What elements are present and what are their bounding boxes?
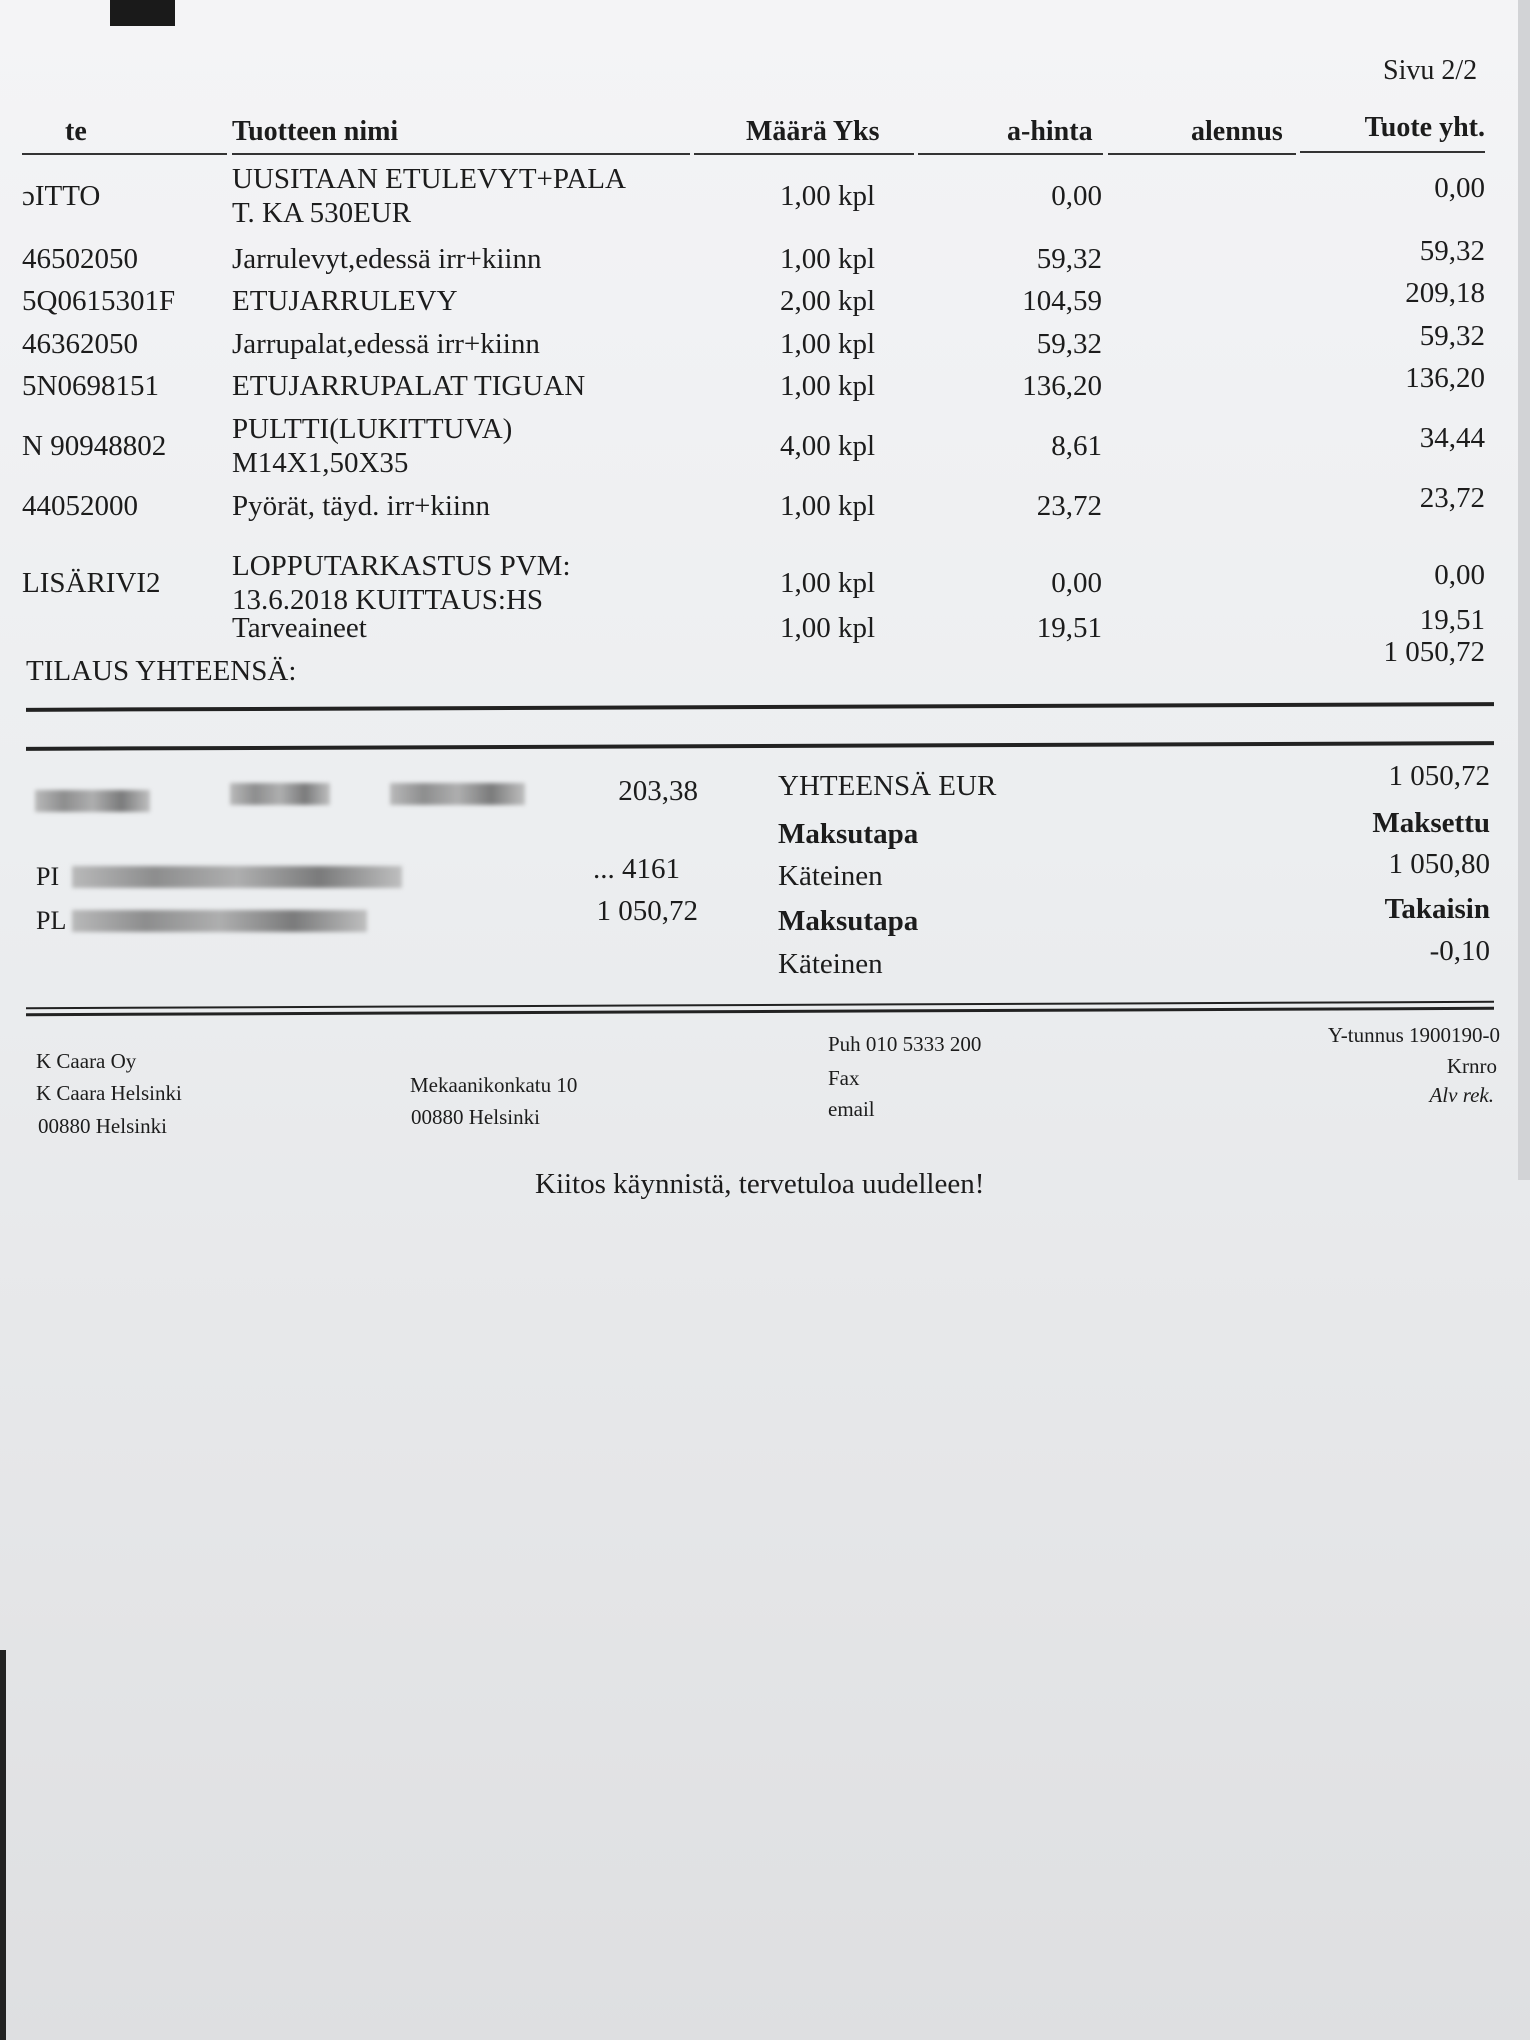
item-unit-price: 23,72	[1036, 490, 1102, 522]
item-unit-price: 19,51	[1036, 612, 1102, 644]
item-name-line: Tarveaineet	[232, 612, 367, 644]
phone: Puh 010 5333 200	[828, 1032, 982, 1056]
header-qty-unit: Määrä Yks	[746, 116, 880, 147]
header-product-name: Tuotteen nimi	[232, 116, 399, 147]
item-name-line: 13.6.2018 KUITTAUS:HS	[232, 584, 544, 616]
company-postal: 00880 Helsinki	[38, 1114, 167, 1138]
street-postal: 00880 Helsinki	[411, 1105, 540, 1129]
item-code: 5Q0615301F	[22, 285, 176, 317]
item-quantity: 1,00 kpl	[780, 243, 876, 275]
item-name-line: Jarrupalat,edessä irr+kiinn	[232, 328, 540, 360]
item-line-total: 0,00	[1434, 559, 1485, 591]
item-name-line: ETUJARRUPALAT TIGUAN	[232, 370, 586, 402]
fax: Fax	[828, 1066, 860, 1090]
item-name-line: Jarrulevyt,edessä irr+kiinn	[232, 243, 542, 275]
item-name-line: PULTTI(LUKITTUVA)	[232, 413, 513, 445]
change-label: Takaisin	[1384, 893, 1490, 925]
change-value: -0,10	[1429, 935, 1490, 967]
item-line-total: 209,18	[1405, 277, 1485, 309]
item-line-total: 59,32	[1419, 235, 1485, 267]
header-underline	[918, 153, 1103, 155]
redacted-text	[72, 910, 367, 932]
item-unit-price: 59,32	[1036, 243, 1102, 275]
item-quantity: 2,00 kpl	[780, 285, 876, 317]
item-quantity: 1,00 kpl	[780, 612, 876, 644]
item-code: 5N0698151	[22, 370, 159, 402]
item-unit-price: 104,59	[1022, 285, 1102, 317]
order-total-value: 1 050,72	[1383, 636, 1485, 668]
item-unit-price: 8,61	[1051, 430, 1102, 462]
total-label: YHTEENSÄ EUR	[778, 770, 997, 802]
order-total-label: TILAUS YHTEENSÄ:	[26, 655, 297, 687]
header-code: te	[65, 116, 87, 147]
background-edge	[0, 1650, 6, 2040]
header-discount: alennus	[1191, 116, 1283, 147]
thank-you-message: Kiitos käynnistä, tervetuloa uudelleen!	[535, 1168, 985, 1200]
item-code: ɔITTO	[22, 180, 101, 212]
redacted-text	[72, 866, 402, 888]
header-underline	[694, 153, 914, 155]
header-unit-price: a-hinta	[1007, 116, 1093, 147]
paid-value: 1 050,80	[1388, 848, 1490, 880]
cash-label: Käteinen	[778, 860, 883, 892]
dark-corner	[110, 0, 175, 26]
summary-prefix: PL	[36, 906, 67, 935]
item-unit-price: 59,32	[1036, 328, 1102, 360]
header-underline	[22, 153, 227, 155]
company-branch: K Caara Helsinki	[36, 1081, 182, 1105]
item-code: 46502050	[22, 243, 138, 275]
item-quantity: 1,00 kpl	[780, 370, 876, 402]
trade-register: Krnro	[1446, 1054, 1497, 1078]
item-name-line: M14X1,50X35	[232, 447, 409, 479]
item-line-total: 23,72	[1419, 482, 1485, 514]
header-underline	[1300, 151, 1485, 153]
paper-edge	[1518, 0, 1530, 1180]
total-value: 1 050,72	[1388, 760, 1490, 792]
header-underline	[232, 153, 690, 155]
item-line-total: 136,20	[1405, 362, 1485, 394]
separator-line	[26, 702, 1494, 712]
item-line-total: 0,00	[1434, 172, 1485, 204]
item-unit-price: 0,00	[1051, 180, 1102, 212]
summary-amount: 1 050,72	[596, 895, 698, 927]
item-code: N 90948802	[22, 430, 167, 462]
company-name: K Caara Oy	[36, 1049, 137, 1073]
item-name-line: T. KA 530EUR	[232, 197, 412, 229]
email: email	[828, 1097, 875, 1121]
item-code: 44052000	[22, 490, 138, 522]
header-underline	[1108, 153, 1296, 155]
paid-label: Maksettu	[1372, 807, 1490, 839]
redacted-text	[230, 783, 330, 805]
cash-label: Käteinen	[778, 948, 883, 980]
item-line-total: 19,51	[1419, 604, 1485, 636]
summary-prefix: PI	[36, 862, 60, 891]
item-quantity: 1,00 kpl	[780, 328, 876, 360]
item-name-line: ETUJARRULEVY	[232, 285, 458, 317]
header-line-total: Tuote yht.	[1364, 112, 1485, 143]
street-address: Mekaanikonkatu 10	[410, 1073, 578, 1097]
vat-register: Alv rek.	[1429, 1083, 1494, 1107]
item-line-total: 59,32	[1419, 320, 1485, 352]
business-id: Y-tunnus 1900190-0	[1327, 1023, 1500, 1047]
item-name-line: UUSITAAN ETULEVYT+PALA	[232, 163, 626, 195]
summary-amount: 203,38	[618, 775, 698, 807]
item-unit-price: 0,00	[1051, 567, 1102, 599]
redacted-text	[35, 790, 150, 812]
summary-card: ... 4161	[593, 853, 680, 885]
item-line-total: 34,44	[1419, 422, 1485, 454]
redacted-text	[390, 783, 525, 805]
item-name-line: LOPPUTARKASTUS PVM:	[232, 550, 571, 582]
item-quantity: 1,00 kpl	[780, 567, 876, 599]
separator-line	[26, 741, 1494, 751]
item-quantity: 1,00 kpl	[780, 490, 876, 522]
item-code: 46362050	[22, 328, 138, 360]
item-code: LISÄRIVI2	[22, 567, 161, 599]
item-name-line: Pyörät, täyd. irr+kiinn	[232, 490, 490, 522]
payment-method-label: Maksutapa	[778, 818, 919, 850]
page-number: Sivu 2/2	[1383, 55, 1478, 86]
payment-method-label: Maksutapa	[778, 905, 919, 937]
item-unit-price: 136,20	[1022, 370, 1102, 402]
item-quantity: 1,00 kpl	[780, 180, 876, 212]
item-quantity: 4,00 kpl	[780, 430, 876, 462]
